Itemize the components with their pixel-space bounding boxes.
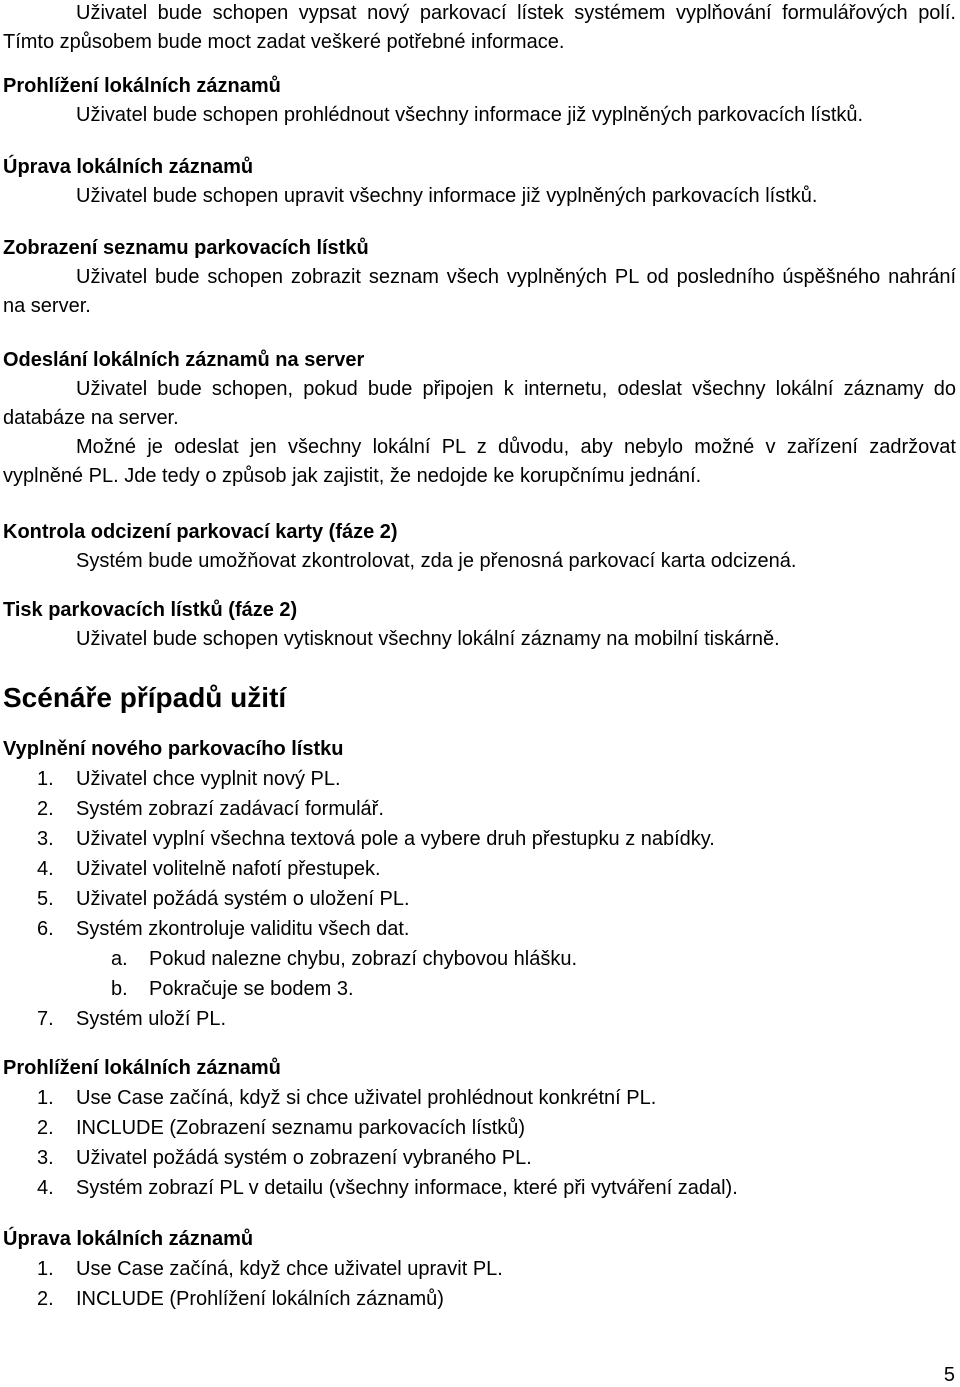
list-number: 3. (37, 1147, 54, 1169)
requirement-title: Kontrola odcizení parkovací karty (fáze 2) (3, 521, 398, 543)
section-heading: Scénáře případů užití (3, 682, 287, 713)
list-item (3, 1083, 956, 1113)
list-text: INCLUDE (Zobrazení seznamu parkovacích lístků) (76, 1117, 526, 1139)
scenario-title: Vyplnění nového parkovacího lístku (3, 738, 344, 760)
scenario-edit (3, 1225, 956, 1314)
requirement-title: Zobrazení seznamu parkovacích lístků (3, 237, 369, 259)
list-number: 1. (37, 1258, 54, 1280)
list-number: 1. (37, 768, 54, 790)
requirement-text: Uživatel bude schopen prohlédnout všechny informace již vyplněných parkovacích lístků. (76, 104, 864, 126)
scenario-title: Úprava lokálních záznamů (3, 1228, 254, 1250)
requirement-text: Uživatel bude schopen, pokud bude připojen k internetu, odeslat všechny lokální záznamy do databáze na server. (3, 378, 956, 429)
scenario-steps-end (3, 1004, 956, 1034)
list-text: Uživatel volitelně nafotí přestupek. (76, 858, 381, 880)
list-number: 2. (37, 1117, 54, 1139)
scenario-steps (3, 1083, 956, 1203)
list-item (3, 854, 956, 884)
list-number: 5. (37, 888, 54, 910)
list-number: 7. (37, 1008, 54, 1030)
list-item (3, 1004, 956, 1034)
list-item (3, 1143, 956, 1173)
requirement-title: Úprava lokálních záznamů (3, 156, 254, 178)
scenario-steps (3, 764, 956, 944)
intro-section (3, 0, 956, 57)
list-item (3, 794, 956, 824)
list-item (3, 974, 956, 1004)
list-number: 6. (37, 918, 54, 940)
list-item (3, 884, 956, 914)
page-number: 5 (943, 1364, 955, 1386)
requirement-theft-check (3, 518, 956, 576)
requirement-text: Uživatel bude schopen upravit všechny informace již vyplněných parkovacích lístků. (76, 185, 818, 207)
requirement-title: Prohlížení lokálních záznamů (3, 75, 281, 97)
list-number: 4. (37, 858, 54, 880)
scenario-title: Prohlížení lokálních záznamů (3, 1057, 281, 1079)
list-text: INCLUDE (Prohlížení lokálních záznamů) (76, 1288, 444, 1310)
list-item (3, 1254, 956, 1284)
requirement-text: Systém bude umožňovat zkontrolovat, zda je přenosná parkovací karta odcizená. (76, 550, 797, 572)
list-text: Pokud nalezne chybu, zobrazí chybovou hlášku. (149, 948, 578, 970)
requirement-text-2: Možné je odeslat jen všechny lokální PL z důvodu, aby nebylo možné v zařízení zadržovat vyplněné PL. Jde tedy o způsob jak zajistit, že nedojde ke korupčnímu jednání. (3, 436, 956, 487)
list-text: Uživatel chce vyplnit nový PL. (76, 768, 341, 790)
scenarios-heading-block (3, 680, 956, 716)
list-letter: a. (111, 948, 128, 970)
list-number: 2. (37, 798, 54, 820)
list-item (3, 1113, 956, 1143)
list-text: Systém zobrazí PL v detailu (všechny informace, které při vytváření zadal). (76, 1177, 738, 1199)
requirement-text: Uživatel bude schopen zobrazit seznam všech vyplněných PL od posledního úspěšného nahrání na server. (3, 266, 956, 317)
scenario-browse (3, 1054, 956, 1203)
requirement-list (3, 234, 956, 321)
list-text: Systém zobrazí zadávací formulář. (76, 798, 384, 820)
requirement-title: Odeslání lokálních záznamů na server (3, 349, 365, 371)
list-text: Uživatel vyplní všechna textová pole a vybere druh přestupku z nabídky. (76, 828, 715, 850)
requirement-edit (3, 153, 956, 211)
list-item (3, 764, 956, 794)
list-text: Use Case začíná, když si chce uživatel prohlédnout konkrétní PL. (76, 1087, 657, 1109)
scenario-substeps (3, 944, 956, 1004)
requirement-browse (3, 72, 956, 130)
requirement-print (3, 596, 956, 654)
list-text: Uživatel požádá systém o zobrazení vybraného PL. (76, 1147, 532, 1169)
scenario-new-ticket (3, 735, 956, 1034)
requirement-title: Tisk parkovacích lístků (fáze 2) (3, 599, 298, 621)
list-number: 3. (37, 828, 54, 850)
requirement-text: Uživatel bude schopen vytisknout všechny lokální záznamy na mobilní tiskárně. (76, 628, 780, 650)
requirement-upload (3, 346, 956, 491)
scenario-steps (3, 1254, 956, 1314)
intro-paragraph: Uživatel bude schopen vypsat nový parkovací lístek systémem vyplňování formulářových polí. Tímto způsobem bude moct zadat veškeré potřebné informace. (3, 2, 956, 53)
list-item (3, 1284, 956, 1314)
list-number: 1. (37, 1087, 54, 1109)
list-text: Systém zkontroluje validitu všech dat. (76, 918, 410, 940)
list-text: Pokračuje se bodem 3. (149, 978, 354, 1000)
list-item (3, 914, 956, 944)
list-letter: b. (111, 978, 128, 1000)
list-item (3, 944, 956, 974)
list-text: Systém uloží PL. (76, 1008, 227, 1030)
list-item (3, 824, 956, 854)
list-text: Use Case začíná, když chce uživatel upravit PL. (76, 1258, 503, 1280)
list-text: Uživatel požádá systém o uložení PL. (76, 888, 410, 910)
list-item (3, 1173, 956, 1203)
list-number: 4. (37, 1177, 54, 1199)
list-number: 2. (37, 1288, 54, 1310)
